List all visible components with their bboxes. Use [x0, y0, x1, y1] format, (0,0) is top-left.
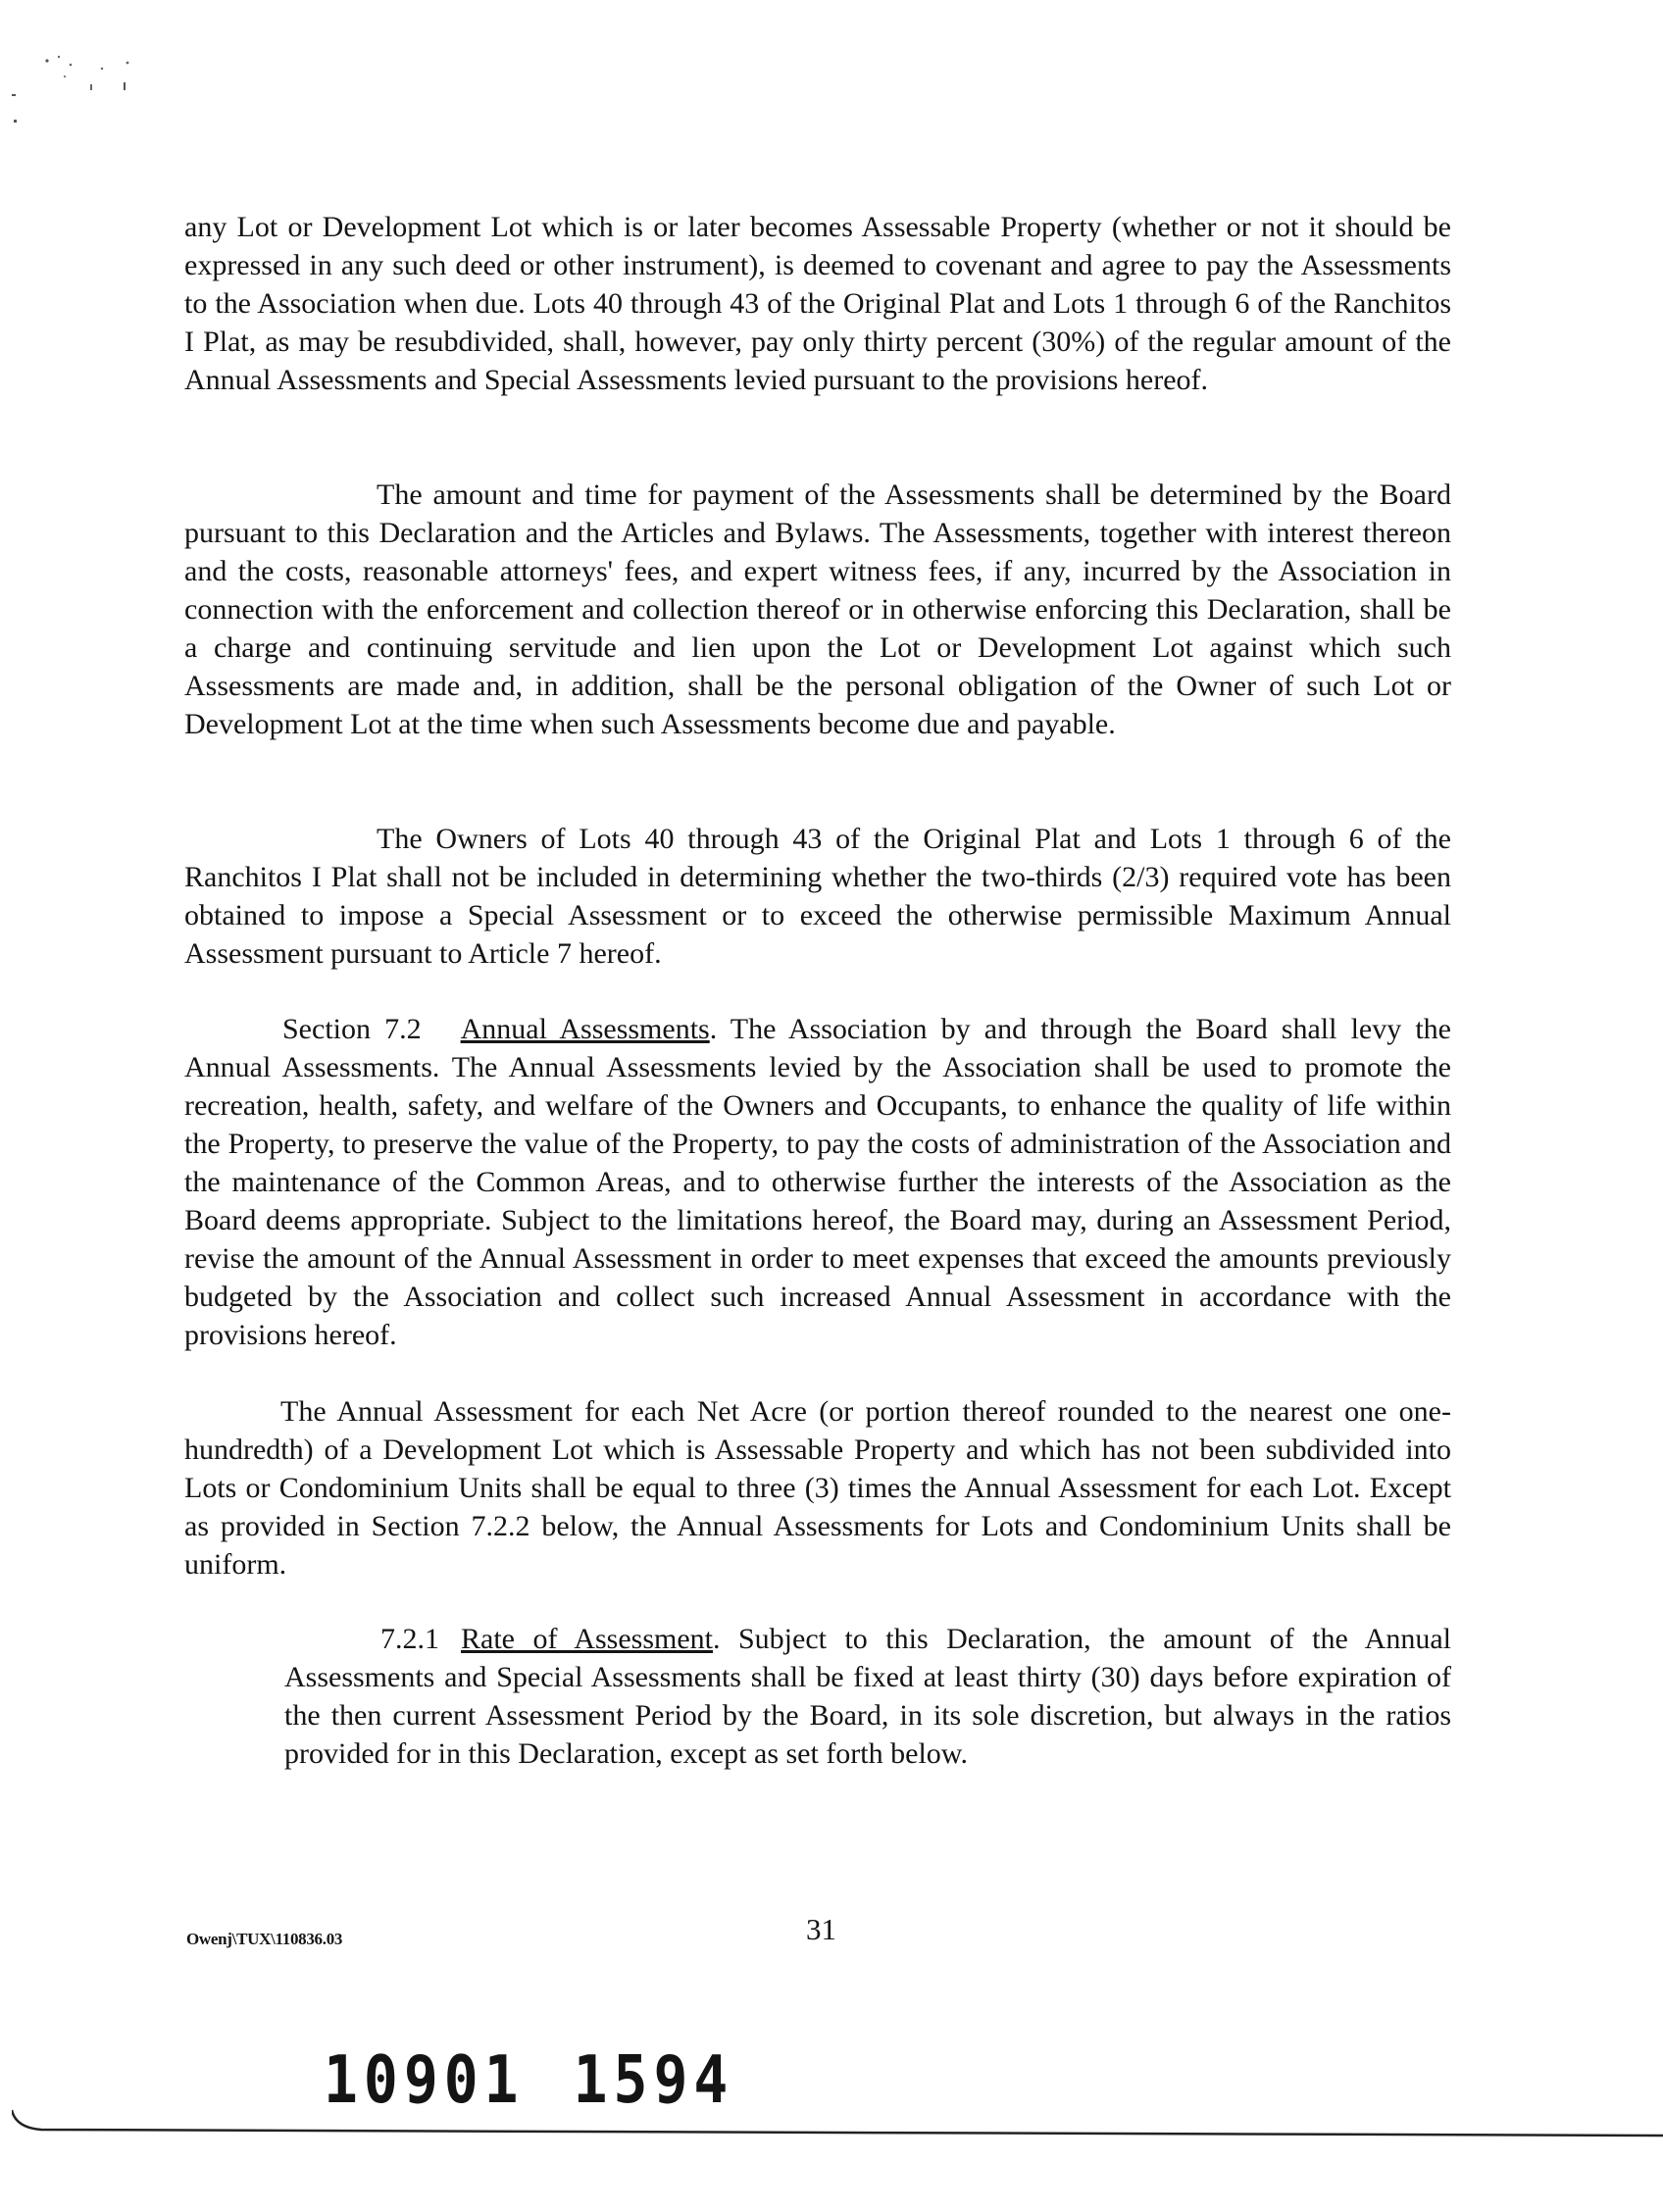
section-7-2-1-heading: Rate of Assessment — [461, 1623, 713, 1655]
scan-specks — [8, 55, 204, 133]
paragraph-amount-and-time: The amount and time for payment of the Assessments shall be determined by the Board pursuant to this Declaration and the Articles and Bylaws. The Assessments, together with interest thereon and the costs, reasonable attorneys' fees, and expert witness fees, if any, incurred by the Association in connection with the enforcement and collection thereof or in otherwise enforcing this Declaration, shall be a charge and continuing servitude and lien upon the Lot or Development Lot against which such Assessments are made and, in addition, shall be the personal obligation of the Owner of such Lot or Development Lot at the time when such Assessments become due and payable. — [184, 478, 1451, 740]
page-number: 31 — [806, 1912, 836, 1946]
paragraph-owners-of-lots: The Owners of Lots 40 through 43 of the Original Plat and Lots 1 through 6 of the Ranchitos I Plat shall not be included in determining whether the two-thirds (2/3) required vote has been obtained to impose a Special Assessment or to exceed the otherwise permissible Maximum Annual Assessment pursuant to Article 7 hereof. — [184, 823, 1451, 970]
page-edge-line — [12, 2106, 1663, 2185]
section-7-2-body: . The Association by and through the Board shall levy the Annual Assessments. The Annual Assessments levied by the Association shall be used to promote the recreation, health, safety, and welfare of the Owners and Occupants, to enhance the quality of life within the Property, to preserve the value of the Property, to pay the costs of administration of the Association and the maintenance of the Common Areas, and to otherwise further the interests of the Association as the Board deems appropriate. Subject to the limitations hereof, the Board may, during an Assessment Period, revise the amount of the Annual Assessment in order to meet expenses that exceed the amounts previously budgeted by the Association and collect such increased Annual Assessment in accordance with the provisions hereof. — [184, 1013, 1452, 1351]
stamp-page-number: 1594 — [573, 2041, 734, 2119]
section-7-2-1-number: 7.2.1 — [380, 1623, 439, 1655]
paragraph-assessable-property: any Lot or Development Lot which is or later becomes Assessable Property (whether or not it should be expressed in any such deed or other instrument), is deemed to covenant and agree to pay the Assessments to the Association when due. Lots 40 through 43 of the Original Plat and Lots 1 through 6 of the Ranchitos I Plat, as may be resubdivided, shall, however, pay only thirty percent (30%) of the regular amount of the Annual Assessments and Special Assessments levied pursuant to the provisions hereof. — [184, 211, 1451, 396]
stamp-book-number: 10901 — [324, 2041, 525, 2119]
section-7-2-paragraph — [184, 1010, 1451, 1354]
section-7-2-number: Section 7.2 — [282, 1013, 422, 1045]
file-code: Owenj\TUX\110836.03 — [186, 1930, 343, 1948]
section-7-2-1-paragraph — [284, 1620, 1451, 1773]
paragraph-net-acre: The Annual Assessment for each Net Acre (or portion thereof rounded to the nearest one one-hundredth) of a Development Lot which is Assessable Property and which has not been subdivided into Lots or Condominium Units shall be equal to three (3) times the Annual Assessment for each Lot. Except as provided in Section 7.2.2 below, the Annual Assessments for Lots and Condominium Units shall be uniform. — [184, 1395, 1451, 1581]
section-7-2-heading: Annual Assessments — [460, 1013, 710, 1045]
section-7-2-1-body: . Subject to this Declaration, the amount of the Annual Assessments and Special Assessments shall be fixed at least thirty (30) days before expiration of the then current Assessment Period by the Board, in its sole discretion, but always in the ratios provided for in this Declaration, except as set forth below. — [284, 1623, 1451, 1770]
